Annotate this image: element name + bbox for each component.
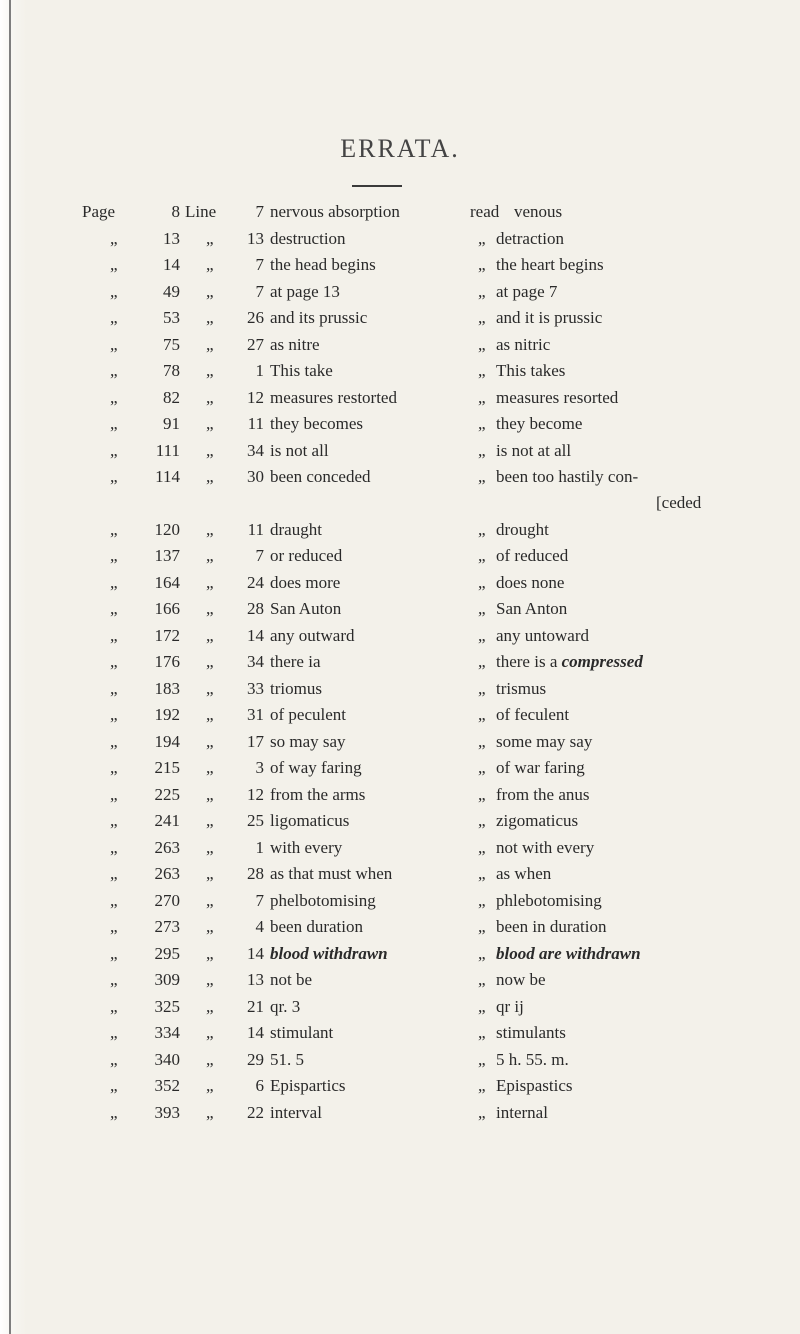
page-number: 114 (155, 467, 180, 486)
ditto-mark: „ (110, 890, 118, 910)
correct-text: been too hastily con- (496, 467, 639, 486)
errata-row (0, 888, 800, 915)
line-number: 33 (247, 678, 264, 698)
wrong-text: measures restorted (270, 387, 397, 407)
ditto-mark: „ (110, 943, 118, 963)
line-number: 11 (247, 414, 264, 433)
wrong-text: with every (270, 837, 343, 857)
ditto-mark: „ (110, 678, 118, 698)
ditto-mark: „ (206, 731, 214, 751)
errata-row (0, 1047, 800, 1074)
ditto-mark: „ (110, 519, 118, 539)
line-number: 7 (255, 546, 264, 565)
line-number: 7 (255, 281, 264, 301)
page-number: 91 (163, 414, 180, 433)
wrong-text: Epispartics (270, 1076, 346, 1095)
correct-text: at page 7 (496, 281, 558, 301)
wrong-text: of way faring (270, 758, 362, 777)
errata-row (0, 252, 800, 279)
wrong-text: as nitre (270, 334, 320, 354)
ditto-mark: „ (206, 1102, 214, 1122)
ditto-mark: „ (478, 1023, 486, 1042)
line-number: 3 (255, 758, 264, 777)
ditto-mark: „ (206, 705, 214, 724)
ditto-mark: „ (206, 1023, 214, 1042)
correct-text: venous (514, 202, 563, 221)
ditto-mark: „ (110, 281, 118, 301)
ditto-mark: „ (206, 864, 214, 883)
wrong-text: or reduced (270, 546, 343, 565)
ditto-mark: „ (478, 361, 486, 380)
ditto-mark: „ (478, 387, 486, 407)
page-number: 309 (154, 970, 180, 989)
ditto-mark: „ (206, 308, 214, 327)
errata-row (0, 835, 800, 862)
ditto-mark: „ (478, 467, 486, 486)
ditto-mark: „ (478, 546, 486, 565)
line-number: 6 (255, 1076, 264, 1095)
ditto-mark: „ (478, 1102, 486, 1122)
page-number: 225 (154, 784, 180, 804)
correct-text: of feculent (496, 705, 570, 724)
ditto-mark: „ (110, 996, 118, 1016)
correct-text: 5 h. 55. m. (496, 1049, 569, 1069)
line-number: 29 (247, 1049, 264, 1069)
wrong-text: not be (270, 970, 313, 989)
page-number: 82 (163, 387, 180, 407)
errata-row (0, 385, 800, 412)
ditto-mark: „ (206, 758, 214, 777)
line-number: 13 (247, 228, 264, 248)
line-number: 12 (247, 387, 264, 407)
ditto-mark: „ (206, 890, 214, 910)
ditto-mark: „ (206, 519, 214, 539)
ditto-mark: „ (206, 652, 214, 671)
ditto-mark: „ (478, 599, 486, 618)
correct-text: now be (496, 970, 546, 989)
ditto-mark: „ (206, 811, 214, 830)
ditto-mark: „ (206, 546, 214, 565)
page-number: 325 (154, 996, 180, 1016)
errata-row (0, 570, 800, 597)
wrong-text: been conceded (270, 467, 371, 486)
ditto-mark: „ (110, 784, 118, 804)
errata-row (0, 861, 800, 888)
ditto-mark: „ (110, 414, 118, 433)
correct-text: the heart begins (496, 255, 604, 274)
errata-row (0, 782, 800, 809)
wrong-text: from the arms (270, 784, 366, 804)
ditto-mark: „ (478, 811, 486, 830)
ditto-mark: „ (206, 784, 214, 804)
correct-text: from the anus (496, 784, 590, 804)
wrong-text: phelbotomising (270, 890, 376, 910)
wrong-text: This take (270, 361, 333, 380)
wrong-text: at page 13 (270, 281, 340, 301)
ditto-mark: „ (206, 943, 214, 963)
correct-text: and it is prussic (496, 308, 603, 327)
ditto-mark: „ (478, 255, 486, 274)
errata-row (0, 941, 800, 968)
wrong-text: does more (270, 572, 341, 592)
correct-text: phlebotomising (496, 890, 602, 910)
correct-text: been in duration (496, 917, 607, 936)
line-number: 34 (247, 652, 264, 671)
ditto-mark: „ (206, 1049, 214, 1069)
ditto-mark: „ (206, 361, 214, 380)
line-number: 17 (247, 731, 264, 751)
ditto-mark: „ (206, 440, 214, 460)
ditto-mark: „ (478, 625, 486, 645)
ditto-mark: „ (478, 758, 486, 777)
errata-row (0, 332, 800, 359)
correct-text: not with every (496, 837, 595, 857)
ditto-mark: „ (206, 228, 214, 248)
line-number: 27 (247, 334, 264, 354)
wrong-text: destruction (270, 228, 346, 248)
page-number: 120 (154, 519, 180, 539)
page-number: 340 (154, 1049, 180, 1069)
errata-row (0, 438, 800, 465)
errata-row (0, 305, 800, 332)
ditto-mark: „ (206, 281, 214, 301)
page-number: 273 (154, 917, 180, 936)
line-number: 14 (247, 625, 264, 645)
errata-row (0, 411, 800, 438)
errata-row (0, 464, 800, 517)
wrong-text: qr. 3 (270, 996, 301, 1016)
line-number: 21 (247, 996, 264, 1016)
ditto-mark: „ (206, 917, 214, 936)
errata-row (0, 729, 800, 756)
wrong-text: stimulant (270, 1023, 334, 1042)
ditto-mark: „ (478, 572, 486, 592)
page-number: 263 (154, 864, 180, 883)
line-number: 25 (247, 811, 264, 830)
ditto-mark: „ (206, 625, 214, 645)
correct-text: Epispastics (496, 1076, 573, 1095)
errata-row (0, 358, 800, 385)
ditto-mark: „ (110, 705, 118, 724)
page-number: 241 (154, 811, 180, 830)
page-number: 111 (155, 440, 180, 460)
line-number: 1 (255, 837, 264, 857)
page-number: 215 (154, 758, 180, 777)
wrong-text: ligomaticus (270, 811, 350, 830)
ditto-mark: „ (110, 440, 118, 460)
line-number: 7 (255, 255, 264, 274)
wrong-text: 51. 5 (270, 1049, 304, 1069)
ditto-mark: „ (478, 864, 486, 883)
wrong-text: triomus (270, 678, 322, 698)
ditto-mark: „ (478, 705, 486, 724)
line-number: 1 (255, 361, 264, 380)
page-number: 164 (154, 572, 180, 592)
errata-row (0, 808, 800, 835)
ditto-mark: „ (110, 1102, 118, 1122)
errata-list (0, 199, 800, 1126)
errata-row (0, 279, 800, 306)
ditto-mark: „ (478, 1049, 486, 1069)
wrong-text: nervous absorption (270, 202, 400, 221)
page-number: 8 (171, 202, 180, 221)
ditto-mark: „ (110, 917, 118, 936)
correct-text: blood are withdrawn (496, 943, 641, 963)
errata-row (0, 596, 800, 623)
ditto-mark: „ (110, 546, 118, 565)
ditto-mark: „ (206, 996, 214, 1016)
ditto-mark: „ (110, 625, 118, 645)
ditto-mark: „ (110, 1023, 118, 1042)
ditto-mark: „ (478, 678, 486, 698)
page-number: 295 (154, 943, 180, 963)
wrong-text: the head begins (270, 255, 376, 274)
ditto-mark: „ (478, 731, 486, 751)
ditto-mark: „ (110, 361, 118, 380)
wrong-text: interval (270, 1102, 322, 1122)
correct-text: as nitric (496, 334, 551, 354)
page-number: 13 (163, 228, 180, 248)
page-number: 172 (154, 625, 180, 645)
page-number: 75 (163, 334, 180, 354)
ditto-mark: „ (110, 652, 118, 671)
ditto-mark: „ (478, 519, 486, 539)
page-number: 270 (154, 890, 180, 910)
ditto-mark: „ (478, 652, 486, 671)
ditto-mark: „ (206, 1076, 214, 1095)
ditto-mark: „ (478, 281, 486, 301)
ditto-mark: „ (206, 599, 214, 618)
ditto-mark: „ (110, 334, 118, 354)
ditto-mark: „ (206, 414, 214, 433)
ditto-mark: „ (110, 572, 118, 592)
errata-row (0, 1100, 800, 1127)
ditto-mark: „ (478, 440, 486, 460)
ditto-mark: „ (206, 678, 214, 698)
correct-text: they become (496, 414, 583, 433)
line-number: 12 (247, 784, 264, 804)
wrong-text: they becomes (270, 414, 363, 433)
page-number: 334 (154, 1023, 180, 1042)
page-title: ERRATA. (340, 134, 460, 163)
ditto-mark: „ (110, 811, 118, 830)
ditto-mark: „ (110, 837, 118, 857)
ditto-mark: „ (206, 255, 214, 274)
line-number: 30 (247, 467, 264, 486)
ditto-mark: „ (478, 917, 486, 936)
errata-row (0, 914, 800, 941)
correct-text (496, 649, 643, 675)
correct-text: as when (496, 864, 552, 883)
correct-text: any untoward (496, 625, 590, 645)
ditto-mark: „ (110, 599, 118, 618)
wrong-text: draught (270, 519, 322, 539)
line-number: 14 (247, 943, 264, 963)
page-number: 137 (154, 546, 180, 565)
title-rule (352, 185, 402, 187)
wrong-text: blood withdrawn (270, 943, 388, 963)
ditto-mark: „ (206, 970, 214, 989)
line-number: 13 (247, 970, 264, 989)
line-number: 34 (247, 440, 264, 460)
wrong-text: so may say (270, 731, 346, 751)
read-label: read (470, 202, 500, 221)
errata-row (0, 543, 800, 570)
page-number: 393 (154, 1102, 180, 1122)
correct-text: of reduced (496, 546, 569, 565)
wrong-text: is not all (270, 440, 329, 460)
line-number: 31 (247, 705, 264, 724)
page-number: 176 (154, 652, 180, 671)
ditto-mark: „ (110, 1076, 118, 1095)
errata-row (0, 517, 800, 544)
line-number: 14 (247, 1023, 264, 1042)
correct-text-prefix: there is a (496, 652, 562, 671)
page-number: 78 (163, 361, 180, 380)
ditto-mark: „ (478, 784, 486, 804)
wrong-text: any outward (270, 625, 355, 645)
correct-text: measures resorted (496, 387, 619, 407)
errata-row (0, 1073, 800, 1100)
errata-row (0, 676, 800, 703)
ditto-mark: „ (478, 414, 486, 433)
ditto-mark: „ (206, 387, 214, 407)
errata-row (0, 994, 800, 1021)
errata-row (0, 967, 800, 994)
ditto-mark: „ (478, 890, 486, 910)
ditto-mark: „ (478, 837, 486, 857)
line-number: 7 (255, 890, 264, 910)
ditto-mark: „ (110, 467, 118, 486)
ditto-mark: „ (110, 255, 118, 274)
page-label: Page (82, 202, 116, 221)
wrong-text: been duration (270, 917, 363, 936)
ditto-mark: „ (478, 334, 486, 354)
ditto-mark: „ (206, 467, 214, 486)
wrong-text: San Auton (270, 599, 342, 618)
correct-text: zigomaticus (496, 811, 579, 830)
ditto-mark: „ (206, 334, 214, 354)
ditto-mark: „ (478, 943, 486, 963)
wrong-text: there ia (270, 652, 321, 671)
ditto-mark: „ (478, 228, 486, 248)
errata-row (0, 623, 800, 650)
page-number: 183 (154, 678, 180, 698)
ditto-mark: „ (478, 970, 486, 989)
errata-row (0, 755, 800, 782)
line-number: 4 (255, 917, 264, 936)
ditto-mark: „ (110, 308, 118, 327)
page-number: 49 (163, 281, 180, 301)
ditto-mark: „ (478, 308, 486, 327)
errata-row (0, 649, 800, 676)
page-number: 14 (163, 255, 180, 274)
ditto-mark: „ (110, 864, 118, 883)
ditto-mark: „ (110, 970, 118, 989)
ditto-mark: „ (110, 1049, 118, 1069)
ditto-mark: „ (478, 996, 486, 1016)
correct-text: detraction (496, 228, 564, 248)
ditto-mark: „ (110, 228, 118, 248)
ditto-mark: „ (478, 1076, 486, 1095)
errata-row (0, 226, 800, 253)
correct-text: This takes (496, 361, 566, 380)
line-number: 22 (247, 1102, 264, 1122)
errata-row (0, 1020, 800, 1047)
line-number: 28 (247, 864, 264, 883)
correct-text: some may say (496, 731, 593, 751)
page-number: 192 (154, 705, 180, 724)
errata-rows (0, 226, 800, 1127)
page-number: 53 (163, 308, 180, 327)
ditto-mark: „ (110, 387, 118, 407)
page-number: 263 (154, 837, 180, 857)
correct-text-emphasis: compressed (561, 652, 643, 671)
page-number: 194 (154, 731, 180, 751)
correct-text-continuation: [ceded (656, 493, 702, 512)
correct-text: stimulants (496, 1023, 566, 1042)
correct-text: is not at all (496, 440, 572, 460)
line-number: 7 (255, 202, 264, 221)
correct-text: of war faring (496, 758, 585, 777)
ditto-mark: „ (206, 572, 214, 592)
page-number: 352 (154, 1076, 180, 1095)
wrong-text: and its prussic (270, 308, 368, 327)
line-number: 28 (247, 599, 264, 618)
ditto-mark: „ (206, 837, 214, 857)
line-number: 24 (247, 572, 264, 592)
ditto-mark: „ (110, 758, 118, 777)
errata-header-row (0, 199, 800, 226)
line-number: 26 (247, 308, 264, 327)
correct-text: drought (496, 519, 549, 539)
errata-row (0, 702, 800, 729)
correct-text: San Anton (496, 599, 568, 618)
line-number: 11 (247, 519, 264, 539)
correct-text: does none (496, 572, 565, 592)
correct-text: internal (496, 1102, 548, 1122)
page-number: 166 (154, 599, 180, 618)
correct-text: qr ij (496, 996, 524, 1016)
line-label: Line (185, 202, 217, 221)
wrong-text: of peculent (270, 705, 346, 724)
wrong-text: as that must when (270, 864, 393, 883)
ditto-mark: „ (110, 731, 118, 751)
correct-text: trismus (496, 678, 547, 698)
